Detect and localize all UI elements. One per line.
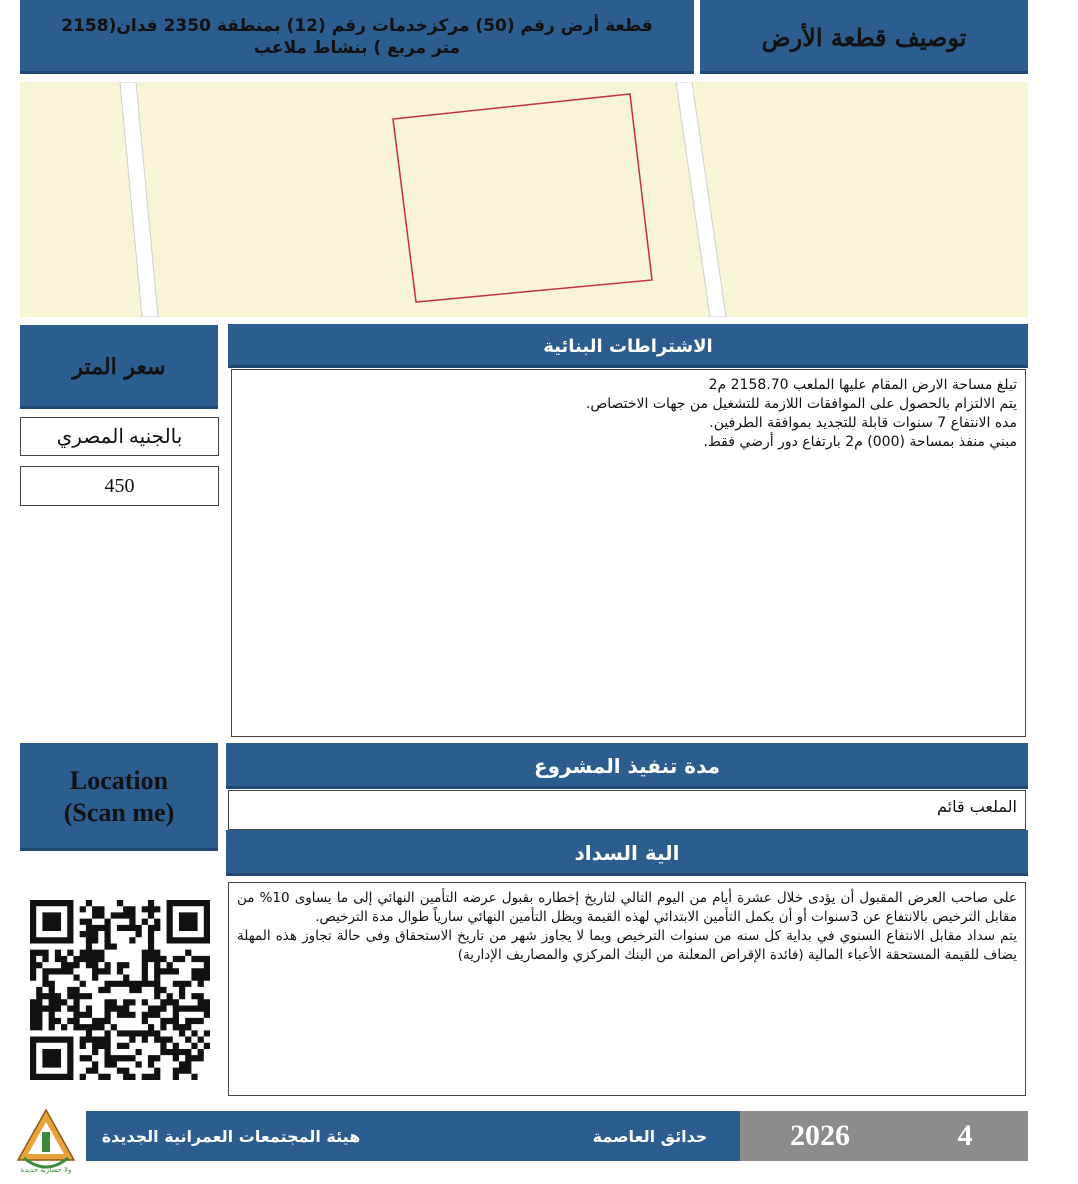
road-left [120, 82, 158, 317]
location-line-2: (Scan me) [63, 798, 175, 827]
building-conditions-title: الاشتراطات البنائية [228, 324, 1028, 368]
ncua-logo [14, 1106, 78, 1176]
duration-box [228, 790, 1026, 830]
logo-text: ولا حضارية جديدة [20, 1166, 72, 1174]
plot-description: قطعة أرض رقم (50) مركزخدمات رقم (12) بمنطقة 2350 فدان(2158 متر مربع ) بنشاط ملاعب [61, 16, 653, 58]
building-condition-line: مبني منفذ بمساحة (000) م2 بارتفاع دور أرضي فقط. [703, 434, 1017, 450]
road-right [676, 82, 726, 317]
footer-city-name: حدائق العاصمة [592, 1126, 708, 1146]
duration-title: مدة تنفيذ المشروع [226, 743, 1028, 789]
price-unit: بالجنيه المصري [20, 417, 219, 456]
footer-year: 2026 [790, 1119, 850, 1152]
page-number: 4 [957, 1119, 973, 1152]
logo-icon [14, 1106, 78, 1176]
location-line-1: Location [69, 766, 169, 795]
building-condition-line: تبلغ مساحة الارض المقام عليها الملعب 2158.70 م2 [708, 377, 1017, 393]
location-qr-code[interactable] [22, 892, 218, 1088]
building-conditions-box [231, 369, 1026, 737]
price-title: سعر المتر [72, 354, 166, 380]
footer-org-name: هيئة المجتمعات العمرانية الجديدة [101, 1126, 361, 1146]
building-condition-line: يتم الالتزام بالحصول على الموافقات اللازمة للتشغيل من جهات الاختصاص. [585, 396, 1017, 412]
plot-boundary [393, 94, 652, 302]
plot-map-drawing [20, 82, 1028, 317]
section-title: توصيف قطعة الأرض [761, 22, 967, 52]
plot-map [20, 82, 1028, 317]
payment-line: على صاحب العرض المقبول أن يؤدى خلال عشرة أيام من اليوم التالي لتاريخ إخطاره بقبول عرضه التأمين النهائي إلى ما يساوى 10% من مقابل الترخيص بالانتفاع عن 3سنوات أو أن يكمل التأمين الابتدائي لهذه القيمة ويظل التأمين النهائي سارياً طوال مدة الترخيص. [237, 890, 1017, 925]
qr-modules [30, 900, 210, 1080]
location-title [20, 743, 218, 851]
duration-line: الملعب قائم [936, 797, 1017, 816]
qr-code-image [30, 900, 210, 1080]
payment-box [228, 882, 1026, 1096]
price-value: 450 [20, 466, 219, 506]
payment-title: الية السداد [226, 830, 1028, 876]
payment-line: يتم سداد مقابل الانتفاع السنوي في بداية كل سنه من سنوات الترخيص وبما لا يجاوز شهر من تاريخ الاستحقاق وفى حالة تجاوز هذه المهلة يضاف للقيمة المستحقة الأعباء المالية (فائدة الإقراض المعلنة من البنك المركزي والمصاريف الإدارية) [237, 928, 1017, 963]
building-condition-line: مده الانتفاع 7 سنوات قابلة للتجديد بموافقة الطرفين. [709, 415, 1017, 431]
